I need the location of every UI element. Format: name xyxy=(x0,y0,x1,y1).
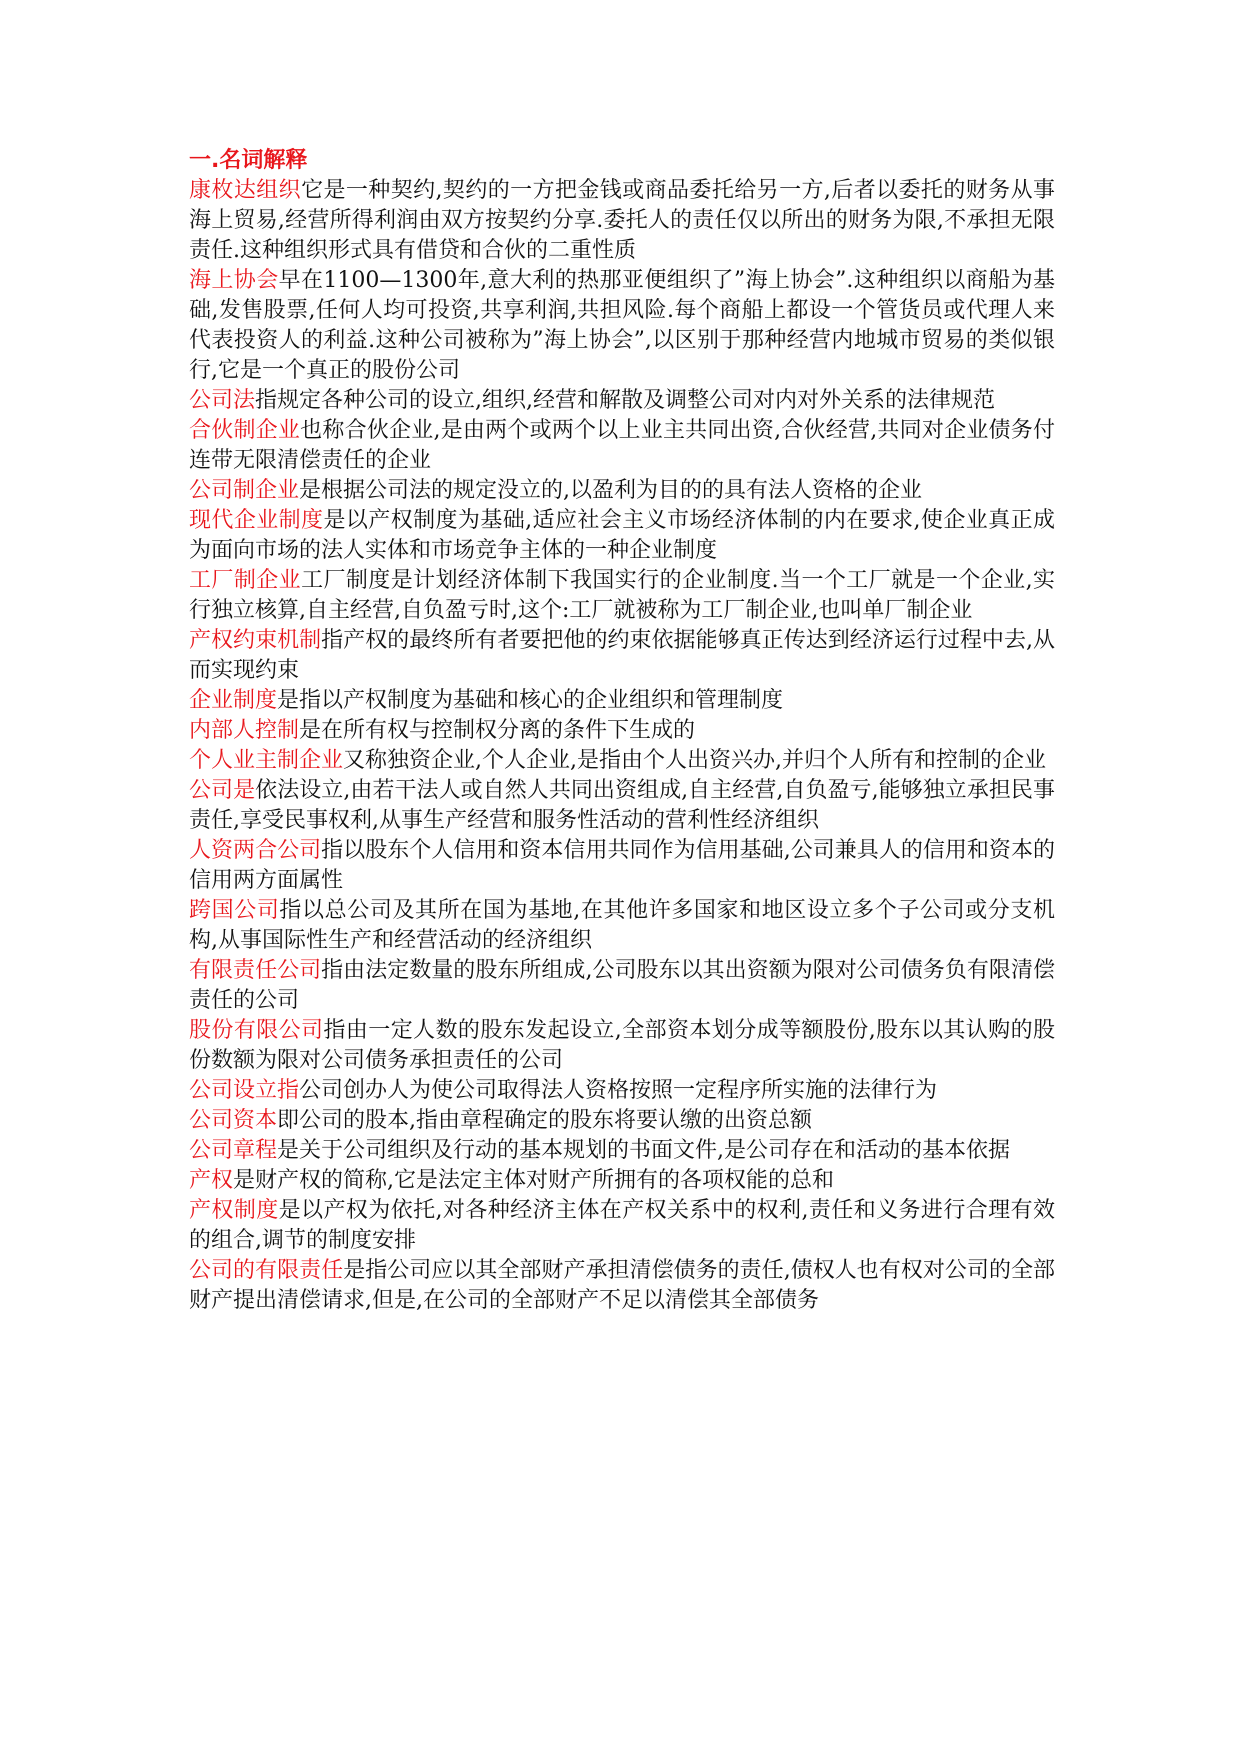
glossary-entry xyxy=(189,896,1055,956)
glossary-definition: 指由法定数量的股东所组成,公司股东以其出资额为限对公司债务负有限清偿责任的公司 xyxy=(189,958,1055,1013)
glossary-term: 公司设立指 xyxy=(189,1078,300,1103)
glossary-definition: 工厂制度是计划经济体制下我国实行的企业制度.当一个工厂就是一个企业,实行独立核算,自主经营,自负盈亏时,这个:工厂就被称为工厂制企业,也叫单厂制企业 xyxy=(189,568,1055,623)
glossary-term: 企业制度 xyxy=(189,688,278,713)
glossary-list xyxy=(189,176,1055,1316)
glossary-term: 合伙制企业 xyxy=(189,418,301,443)
glossary-term: 公司是 xyxy=(189,778,256,803)
glossary-definition: 指规定各种公司的设立,组织,经营和解散及调整公司对内对外关系的法律规范 xyxy=(255,388,996,413)
glossary-entry xyxy=(189,626,1055,686)
glossary-term: 产权约束机制 xyxy=(189,628,322,653)
glossary-term: 公司法 xyxy=(189,388,256,413)
glossary-entry xyxy=(189,266,1055,386)
glossary-definition: 依法设立,由若干法人或自然人共同出资组成,自主经营,自负盈亏,能够独立承担民事责任,享受民事权利,从事生产经营和服务性活动的营利性经济组织 xyxy=(189,778,1055,833)
glossary-definition: 是以产权制度为基础,适应社会主义市场经济体制的内在要求,使企业真正成为面向市场的法人实体和市场竞争主体的一种企业制度 xyxy=(189,508,1055,563)
glossary-entry xyxy=(189,1136,1055,1166)
glossary-entry xyxy=(189,836,1055,896)
glossary-entry xyxy=(189,1256,1055,1316)
glossary-entry xyxy=(189,1016,1055,1076)
section-title: 一.名词解释 xyxy=(189,148,308,173)
glossary-term: 康枚达组织 xyxy=(189,178,302,203)
glossary-entry xyxy=(189,1076,1055,1106)
glossary-term: 跨国公司 xyxy=(189,898,280,923)
document-page xyxy=(189,146,1055,1316)
glossary-definition: 指以总公司及其所在国为基地,在其他许多国家和地区设立多个子公司或分支机构,从事国际性生产和经营活动的经济组织 xyxy=(189,898,1055,953)
glossary-term: 内部人控制 xyxy=(189,718,300,743)
glossary-definition: 指由一定人数的股东发起设立,全部资本划分成等额股份,股东以其认购的股份数额为限对公司债务承担责任的公司 xyxy=(189,1018,1055,1073)
glossary-definition: 指以股东个人信用和资本信用共同作为信用基础,公司兼具人的信用和资本的信用两方面属性 xyxy=(189,838,1055,893)
glossary-definition: 公司创办人为使公司取得法人资格按照一定程序所实施的法律行为 xyxy=(299,1078,938,1103)
glossary-entry xyxy=(189,1196,1055,1256)
glossary-term: 有限责任公司 xyxy=(189,958,322,983)
glossary-term: 产权制度 xyxy=(189,1198,279,1223)
glossary-entry xyxy=(189,176,1055,266)
glossary-entry xyxy=(189,686,1055,716)
glossary-entry xyxy=(189,1166,1055,1196)
glossary-term: 公司资本 xyxy=(189,1108,278,1133)
glossary-term: 产权 xyxy=(189,1168,234,1193)
glossary-entry xyxy=(189,476,1055,506)
glossary-definition: 也称合伙企业,是由两个或两个以上业主共同出资,合伙经营,共同对企业债务付连带无限清偿责任的企业 xyxy=(189,418,1055,473)
glossary-term: 股份有限公司 xyxy=(189,1018,324,1043)
glossary-definition: 又称独资企业,个人企业,是指由个人出资兴办,并归个人所有和控制的企业 xyxy=(343,748,1046,773)
glossary-entry xyxy=(189,566,1055,626)
glossary-definition: 是以产权为依托,对各种经济主体在产权关系中的权利,责任和义务进行合理有效的组合,调节的制度安排 xyxy=(189,1198,1055,1253)
glossary-definition: 即公司的股本,指由章程确定的股东将要认缴的出资总额 xyxy=(277,1108,813,1133)
glossary-definition: 是指公司应以其全部财产承担清偿债务的责任,债权人也有权对公司的全部财产提出清偿请求,但是,在公司的全部财产不足以清偿其全部债务 xyxy=(189,1258,1055,1313)
glossary-entry xyxy=(189,956,1055,1016)
glossary-entry xyxy=(189,746,1055,776)
glossary-term: 公司制企业 xyxy=(189,478,300,503)
glossary-term: 个人业主制企业 xyxy=(189,748,344,773)
glossary-definition: 是在所有权与控制权分离的条件下生成的 xyxy=(299,718,696,743)
glossary-definition: 早在1100—1300年,意大利的热那亚便组织了”海上协会”.这种组织以商船为基础,发售股票,任何人均可投资,共享利润,共担风险.每个商船上都设一个管货员或代理人来代表投资人的利益.这种公司被称为”海上协会”,以区别于那种经营内地城市贸易的类似银行,它是一个真正的股份公司 xyxy=(189,268,1055,383)
glossary-definition: 是关于公司组织及行动的基本规划的书面文件,是公司存在和活动的基本依据 xyxy=(277,1138,1011,1163)
glossary-definition: 它是一种契约,契约的一方把金钱或商品委托给另一方,后者以委托的财务从事海上贸易,经营所得利润由双方按契约分享.委托人的责任仅以所出的财务为限,不承担无限责任.这种组织形式具有借贷和合伙的二重性质 xyxy=(189,178,1055,263)
glossary-entry xyxy=(189,1106,1055,1136)
glossary-term: 工厂制企业 xyxy=(189,568,302,593)
glossary-term: 现代企业制度 xyxy=(189,508,324,533)
glossary-entry xyxy=(189,386,1055,416)
glossary-term: 公司章程 xyxy=(189,1138,278,1163)
glossary-definition: 指产权的最终所有者要把他的约束依据能够真正传达到经济运行过程中去,从而实现约束 xyxy=(189,628,1055,683)
glossary-term: 公司的有限责任 xyxy=(189,1258,344,1283)
glossary-entry xyxy=(189,416,1055,476)
glossary-definition: 是指以产权制度为基础和核心的企业组织和管理制度 xyxy=(277,688,784,713)
glossary-definition: 是根据公司法的规定没立的,以盈利为目的的具有法人资格的企业 xyxy=(299,478,923,503)
glossary-term: 海上协会 xyxy=(189,268,279,293)
glossary-entry xyxy=(189,776,1055,836)
glossary-term: 人资两合公司 xyxy=(189,838,322,863)
glossary-entry xyxy=(189,716,1055,746)
glossary-definition: 是财产权的简称,它是法定主体对财产所拥有的各项权能的总和 xyxy=(233,1168,835,1193)
glossary-entry xyxy=(189,506,1055,566)
